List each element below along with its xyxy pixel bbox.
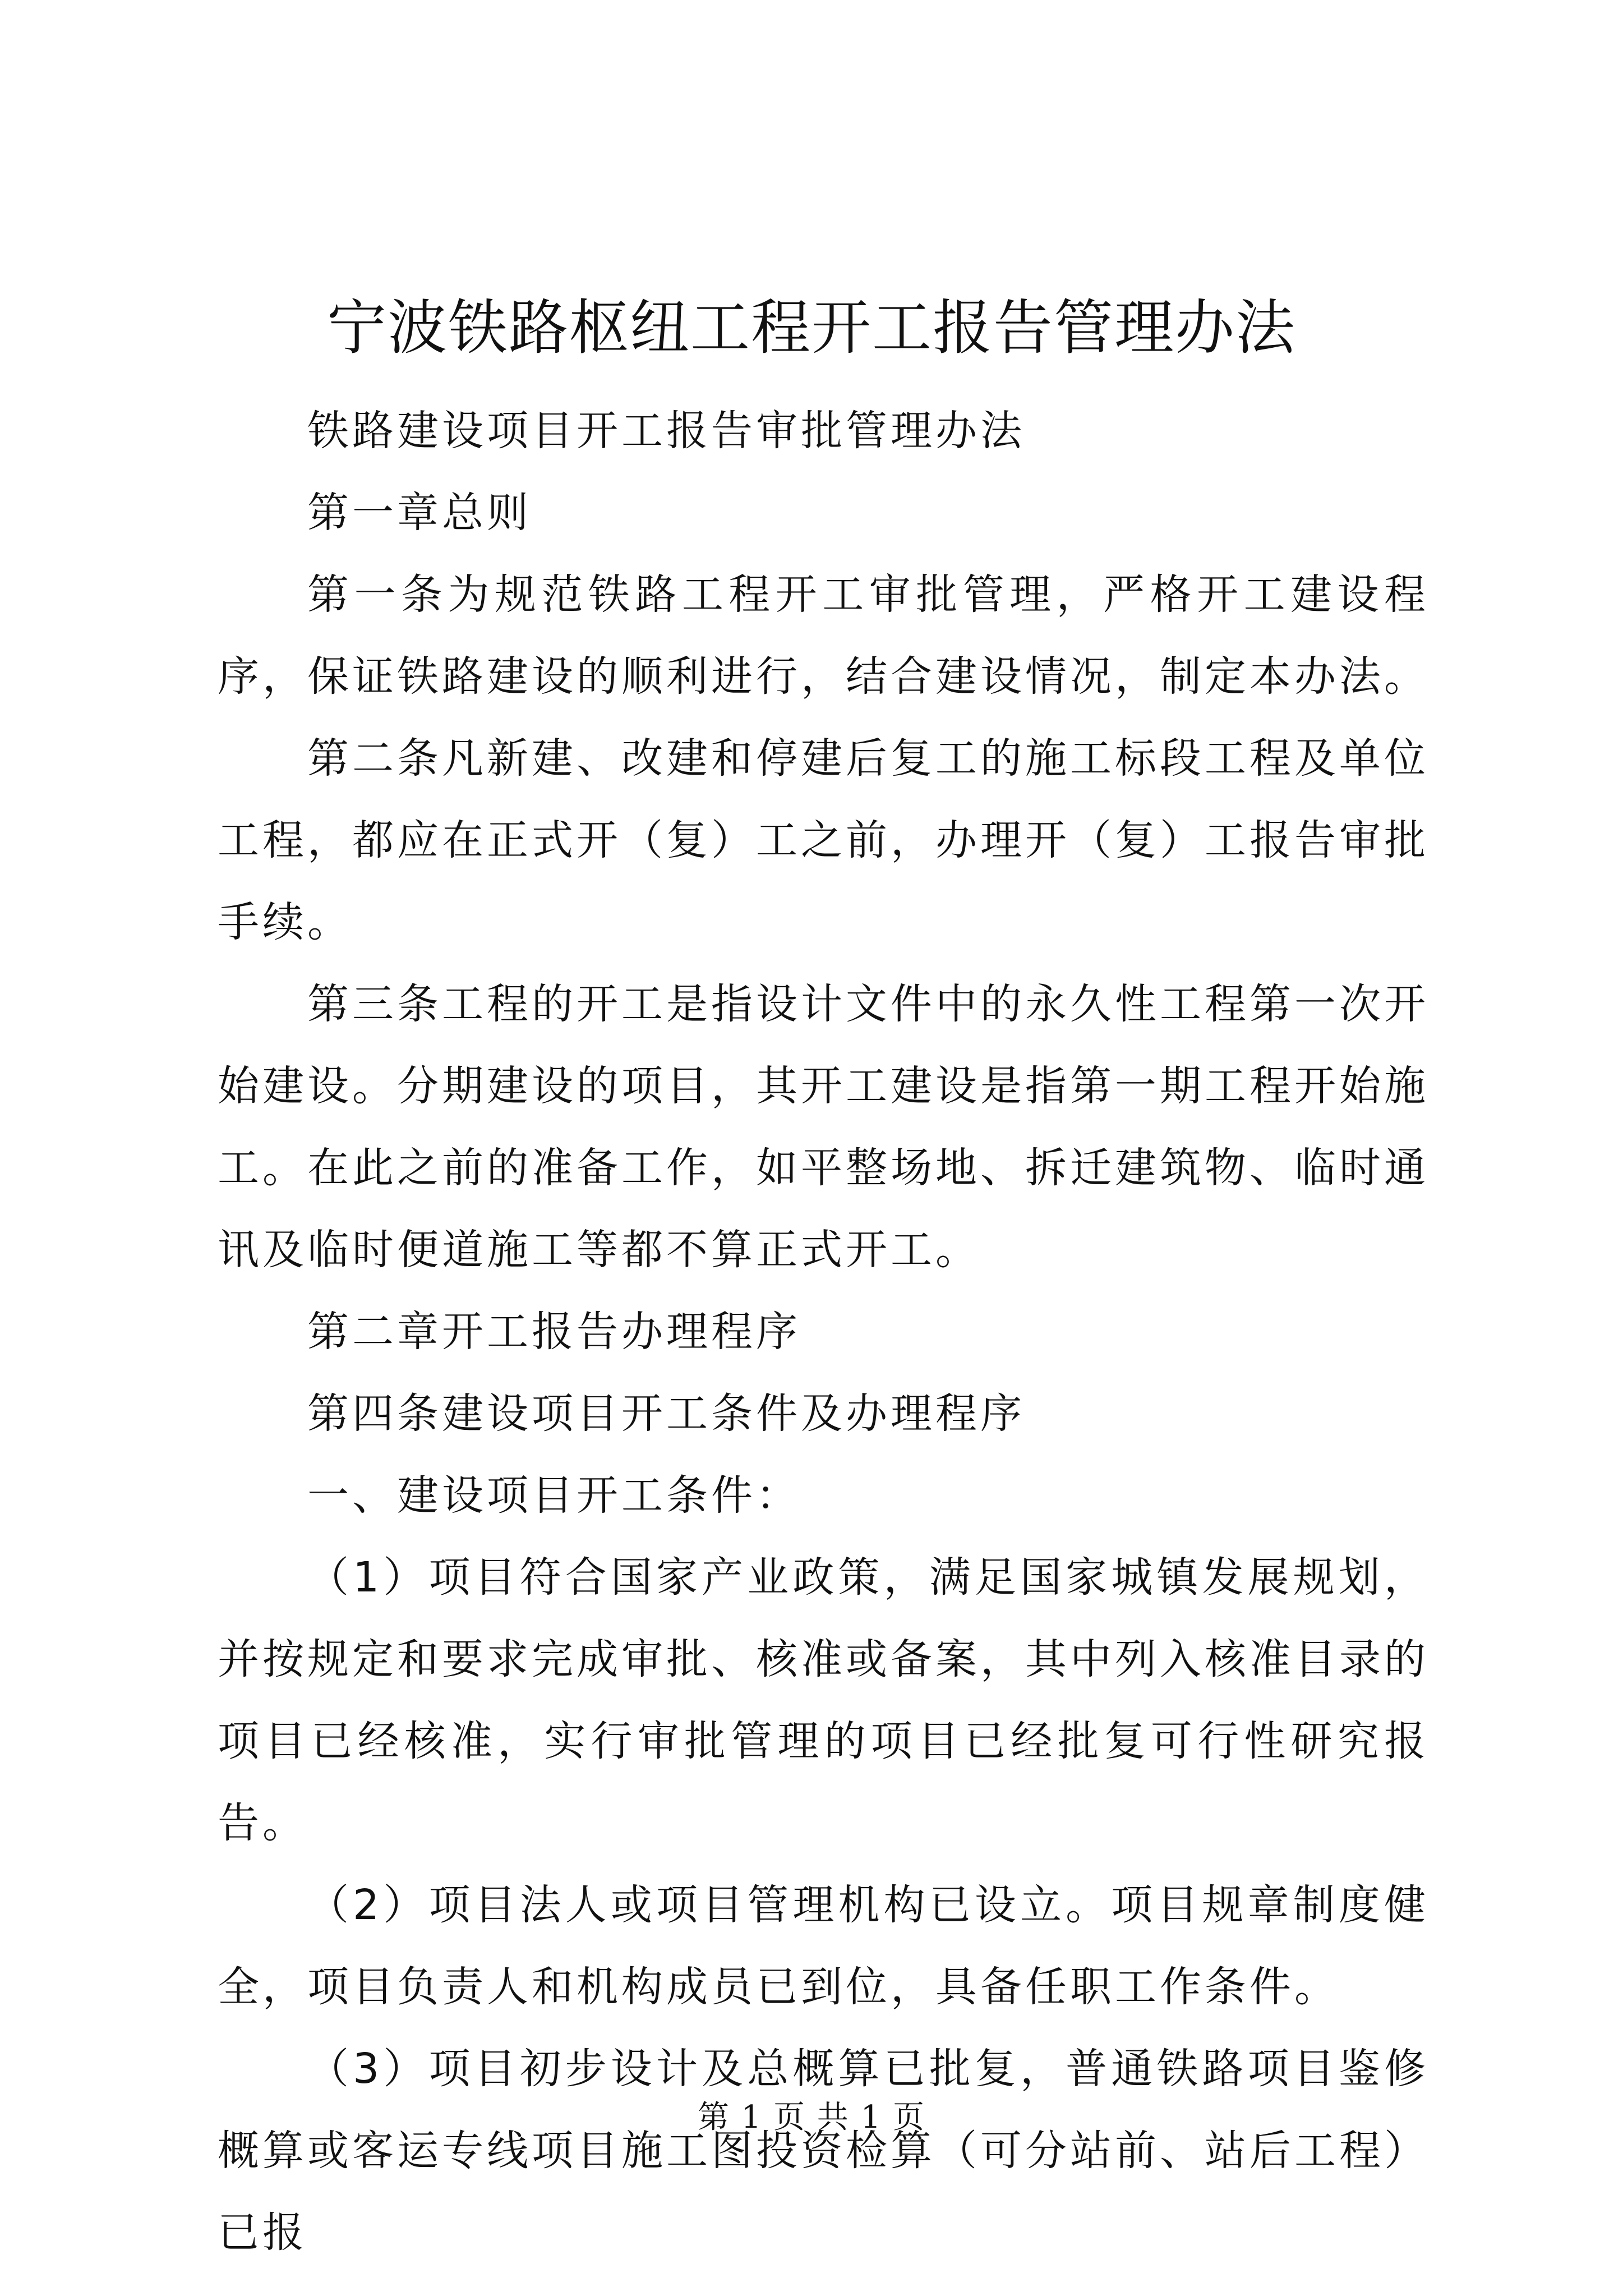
paragraph-article-3: 第三条工程的开工是指设计文件中的永久性工程第一次开始建设。分期建设的项目，其开工建设是指第一期工程开始施工。在此之前的准备工作，如平整场地、拆迁建筑物、临时通讯及临时便道施工等都不算正式开工。 bbox=[218, 980, 1429, 1274]
paragraph-item-2: （2）项目法人或项目管理机构已设立。项目规章制度健全，项目负责人和机构成员已到位，具备任职工作条件。 bbox=[218, 1881, 1429, 2011]
document-body bbox=[218, 390, 1429, 2274]
paragraph-section-1: 一、建设项目开工条件： bbox=[307, 1471, 801, 1520]
paragraph-item-1: （1）项目符合国家产业政策，满足国家城镇发展规划，并按规定和要求完成审批、核准或备案，其中列入核准目录的项目已经核准，实行审批管理的项目已经批复可行性研究报告。 bbox=[218, 1553, 1429, 1847]
paragraph-subtitle: 铁路建设项目开工报告审批管理办法 bbox=[307, 407, 1025, 455]
paragraph-item-3: （3）项目初步设计及总概算已批复，普通铁路项目鉴修概算或客运专线项目施工图投资检算（可分站前、站后工程）已报 bbox=[218, 2045, 1429, 2257]
document-title: 宁波铁路枢纽工程开工报告管理办法 bbox=[327, 293, 1296, 362]
page-footer: 第 1 页 共 1 页 bbox=[697, 2099, 926, 2136]
paragraph-article-1: 第一条为规范铁路工程开工审批管理，严格开工建设程序，保证铁路建设的顺利进行，结合建设情况，制定本办法。 bbox=[218, 570, 1429, 701]
paragraph-article-2: 第二条凡新建、改建和停建后复工的施工标段工程及单位工程，都应在正式开（复）工之前，办理开（复）工报告审批手续。 bbox=[218, 734, 1429, 946]
paragraph-chapter-1: 第一章总则 bbox=[307, 489, 532, 537]
paragraph-chapter-2: 第二章开工报告办理程序 bbox=[307, 1308, 801, 1356]
paragraph-article-4: 第四条建设项目开工条件及办理程序 bbox=[307, 1389, 1025, 1438]
